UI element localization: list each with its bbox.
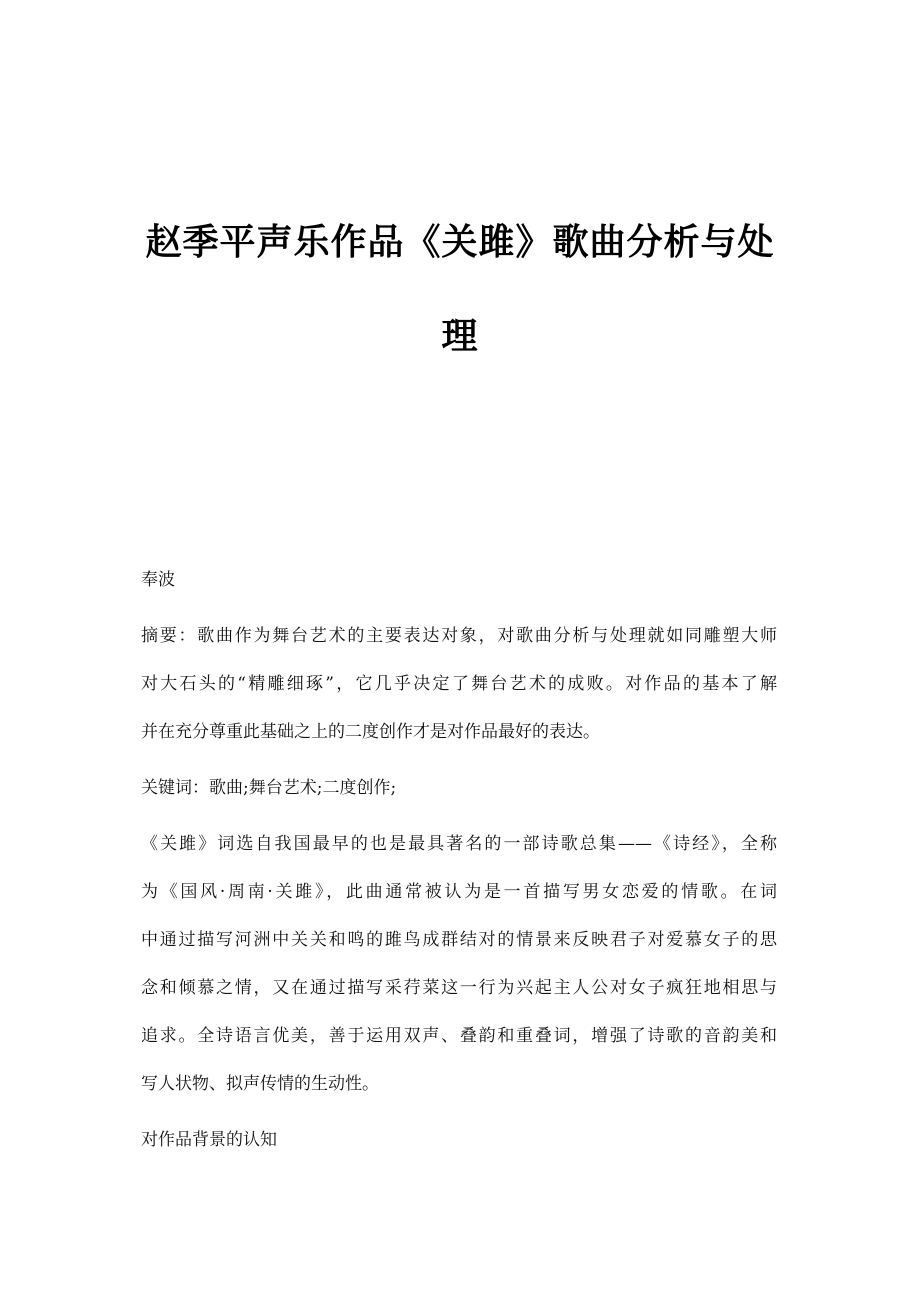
paragraph-line: 《关雎》词选自我国最早的也是最具著名的一部诗歌总集——《诗经》，全称 xyxy=(141,834,777,854)
paragraph-line: 追求。全诗语言优美，善于运用双声、叠韵和重叠词，增强了诗歌的音韵美和 xyxy=(141,1026,777,1046)
document-title-line-2: 理 xyxy=(441,315,479,357)
abstract-line: 并在充分尊重此基础之上的二度创作才是对作品最好的表达。 xyxy=(141,722,600,742)
abstract-line: 摘要：歌曲作为舞台艺术的主要表达对象，对歌曲分析与处理就如同雕塑大师 xyxy=(141,626,777,646)
keywords: 关键词：歌曲;舞台艺术;二度创作; xyxy=(141,778,397,798)
document-title-line-1: 赵季平声乐作品《关雎》歌曲分析与处 xyxy=(145,221,775,263)
paragraph-line: 中通过描写河洲中关关和鸣的雎鸟成群结对的情景来反映君子对爱慕女子的思 xyxy=(141,930,777,950)
paragraph-line: 念和倾慕之情，又在通过描写采荇菜这一行为兴起主人公对女子疯狂地相思与 xyxy=(141,978,777,998)
abstract-line: 对大石头的“精雕细琢”，它几乎决定了舞台艺术的成败。对作品的基本了解 xyxy=(141,674,777,694)
author-name: 奉波 xyxy=(141,570,175,590)
paragraph-line: 写人状物、拟声传情的生动性。 xyxy=(141,1074,379,1094)
section-heading: 对作品背景的认知 xyxy=(141,1130,277,1150)
paragraph-line: 为《国风·周南·关雎》，此曲通常被认为是一首描写男女恋爱的情歌。在词 xyxy=(141,882,777,902)
